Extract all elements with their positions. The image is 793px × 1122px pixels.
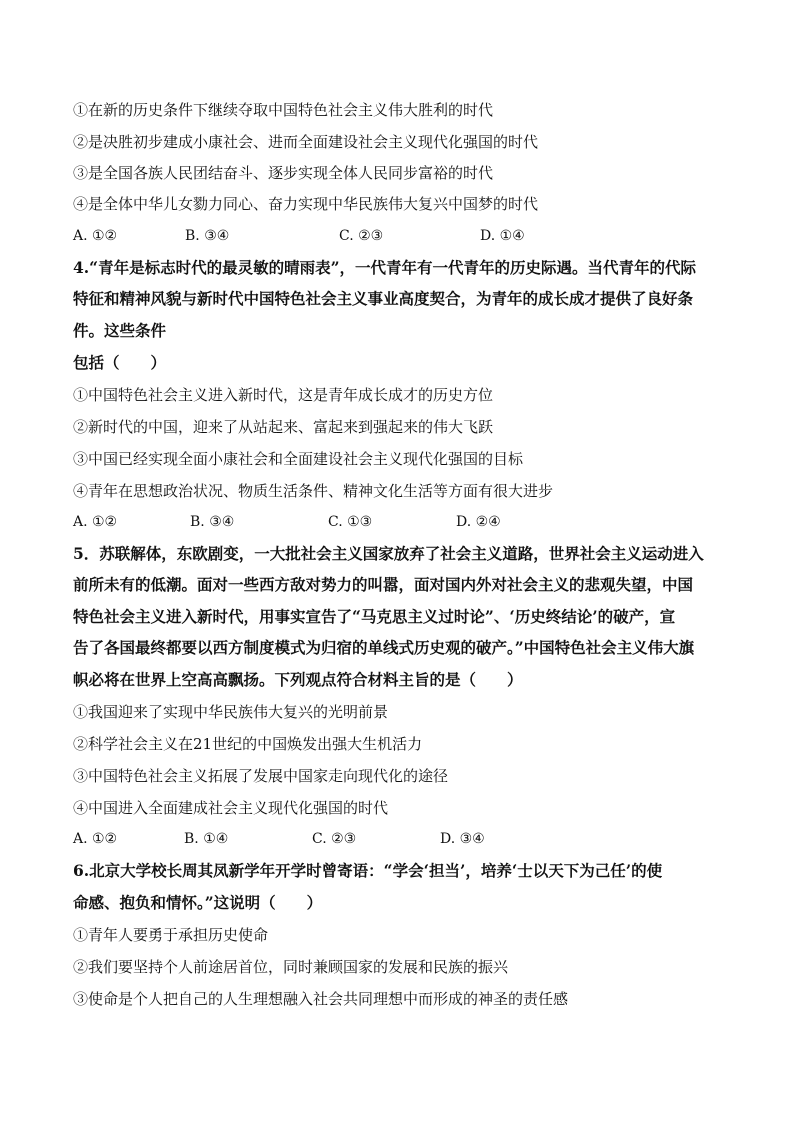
- statement-line: ②是决胜初步建成小康社会、进而全面建设社会主义现代化强国的时代: [73, 133, 539, 151]
- statement-line: ③使命是个人把自己的人生理想融入社会共同理想中而形成的神圣的责任感: [73, 990, 569, 1008]
- statement-line: ②新时代的中国，迎来了从站起来、富起来到强起来的伟大飞跃: [73, 418, 494, 436]
- question-stem-line: 包括（ ）: [73, 353, 167, 372]
- statement-line: ③中国已经实现全面小康社会和全面建设社会主义现代化强国的目标: [73, 450, 524, 468]
- option-d: D. ①④: [480, 228, 525, 244]
- option-c: C. ②③: [339, 228, 384, 244]
- statement-line: ③中国特色社会主义拓展了发展中国家走向现代化的途径: [73, 767, 449, 785]
- statement-line: ①中国特色社会主义进入新时代，这是青年成长成才的历史方位: [73, 386, 494, 404]
- statement-line: ②科学社会主义在21世纪的中国焕发出强大生机活力: [73, 735, 423, 753]
- option-b: B. ③④: [185, 228, 230, 244]
- statement-line: ④中国进入全面建成社会主义现代化强国的时代: [73, 799, 389, 817]
- option-c: C. ①③: [328, 514, 373, 530]
- statement-line: ②我们要坚持个人前途居首位，同时兼顾国家的发展和民族的振兴: [73, 958, 509, 976]
- statement-line: ④是全体中华儿女勠力同心、奋力实现中华民族伟大复兴中国梦的时代: [73, 195, 539, 213]
- option-a: A. ①②: [73, 514, 118, 530]
- option-a: A. ①②: [73, 228, 118, 244]
- option-d: D. ②④: [456, 514, 501, 530]
- statement-line: ①我国迎来了实现中华民族伟大复兴的光明前景: [73, 703, 389, 721]
- question-stem-line: 特征和精神风貌与新时代中国特色社会主义事业高度契合，为青年的成长成才提供了良好条: [73, 289, 694, 308]
- question-stem-line: 5．苏联解体，东欧剧变，一大批社会主义国家放弃了社会主义道路，世界社会主义运动进入: [73, 544, 704, 563]
- question-stem-line: 特色社会主义进入新时代，用事实宣告了“马克思主义过时论”、‘历史终结论’的破产，宣: [73, 607, 676, 626]
- statement-line: ①青年人要勇于承担历史使命: [73, 926, 269, 944]
- statement-line: ④青年在思想政治状况、物质生活条件、精神文化生活等方面有很大进步: [73, 482, 554, 500]
- option-c: C. ②③: [312, 831, 357, 847]
- option-a: A. ①②: [73, 831, 118, 847]
- statement-line: ③是全国各族人民团结奋斗、逐步实现全体人民同步富裕的时代: [73, 164, 494, 182]
- option-d: D. ③④: [440, 831, 485, 847]
- question-stem-line: 命感、抱负和情怀。”这说明（ ）: [73, 893, 323, 912]
- option-b: B. ①④: [184, 831, 229, 847]
- question-stem-line: 4.“青年是标志时代的最灵敏的晴雨表”，一代青年有一代青年的历史际遇。当代青年的代际: [73, 258, 697, 277]
- statement-line: ①在新的历史条件下继续夺取中国特色社会主义伟大胜利的时代: [73, 101, 494, 119]
- question-stem-line: 告了各国最终都要以西方制度模式为归宿的单线式历史观的破产。”中国特色社会主义伟大旗: [73, 638, 695, 657]
- option-b: B. ③④: [190, 514, 235, 530]
- question-stem-line: 件。这些条件: [73, 321, 167, 340]
- question-stem-line: 6.北京大学校长周其凤新学年开学时曾寄语：“学会‘担当’，培养‘士以天下为己任’的使: [73, 861, 663, 880]
- question-stem-line: 前所未有的低潮。面对一些西方敌对势力的叫嚣，面对国内外对社会主义的悲观失望，中国: [73, 575, 694, 594]
- question-stem-line: 帜必将在世界上空高高飘扬。下列观点符合材料主旨的是（ ）: [73, 670, 523, 689]
